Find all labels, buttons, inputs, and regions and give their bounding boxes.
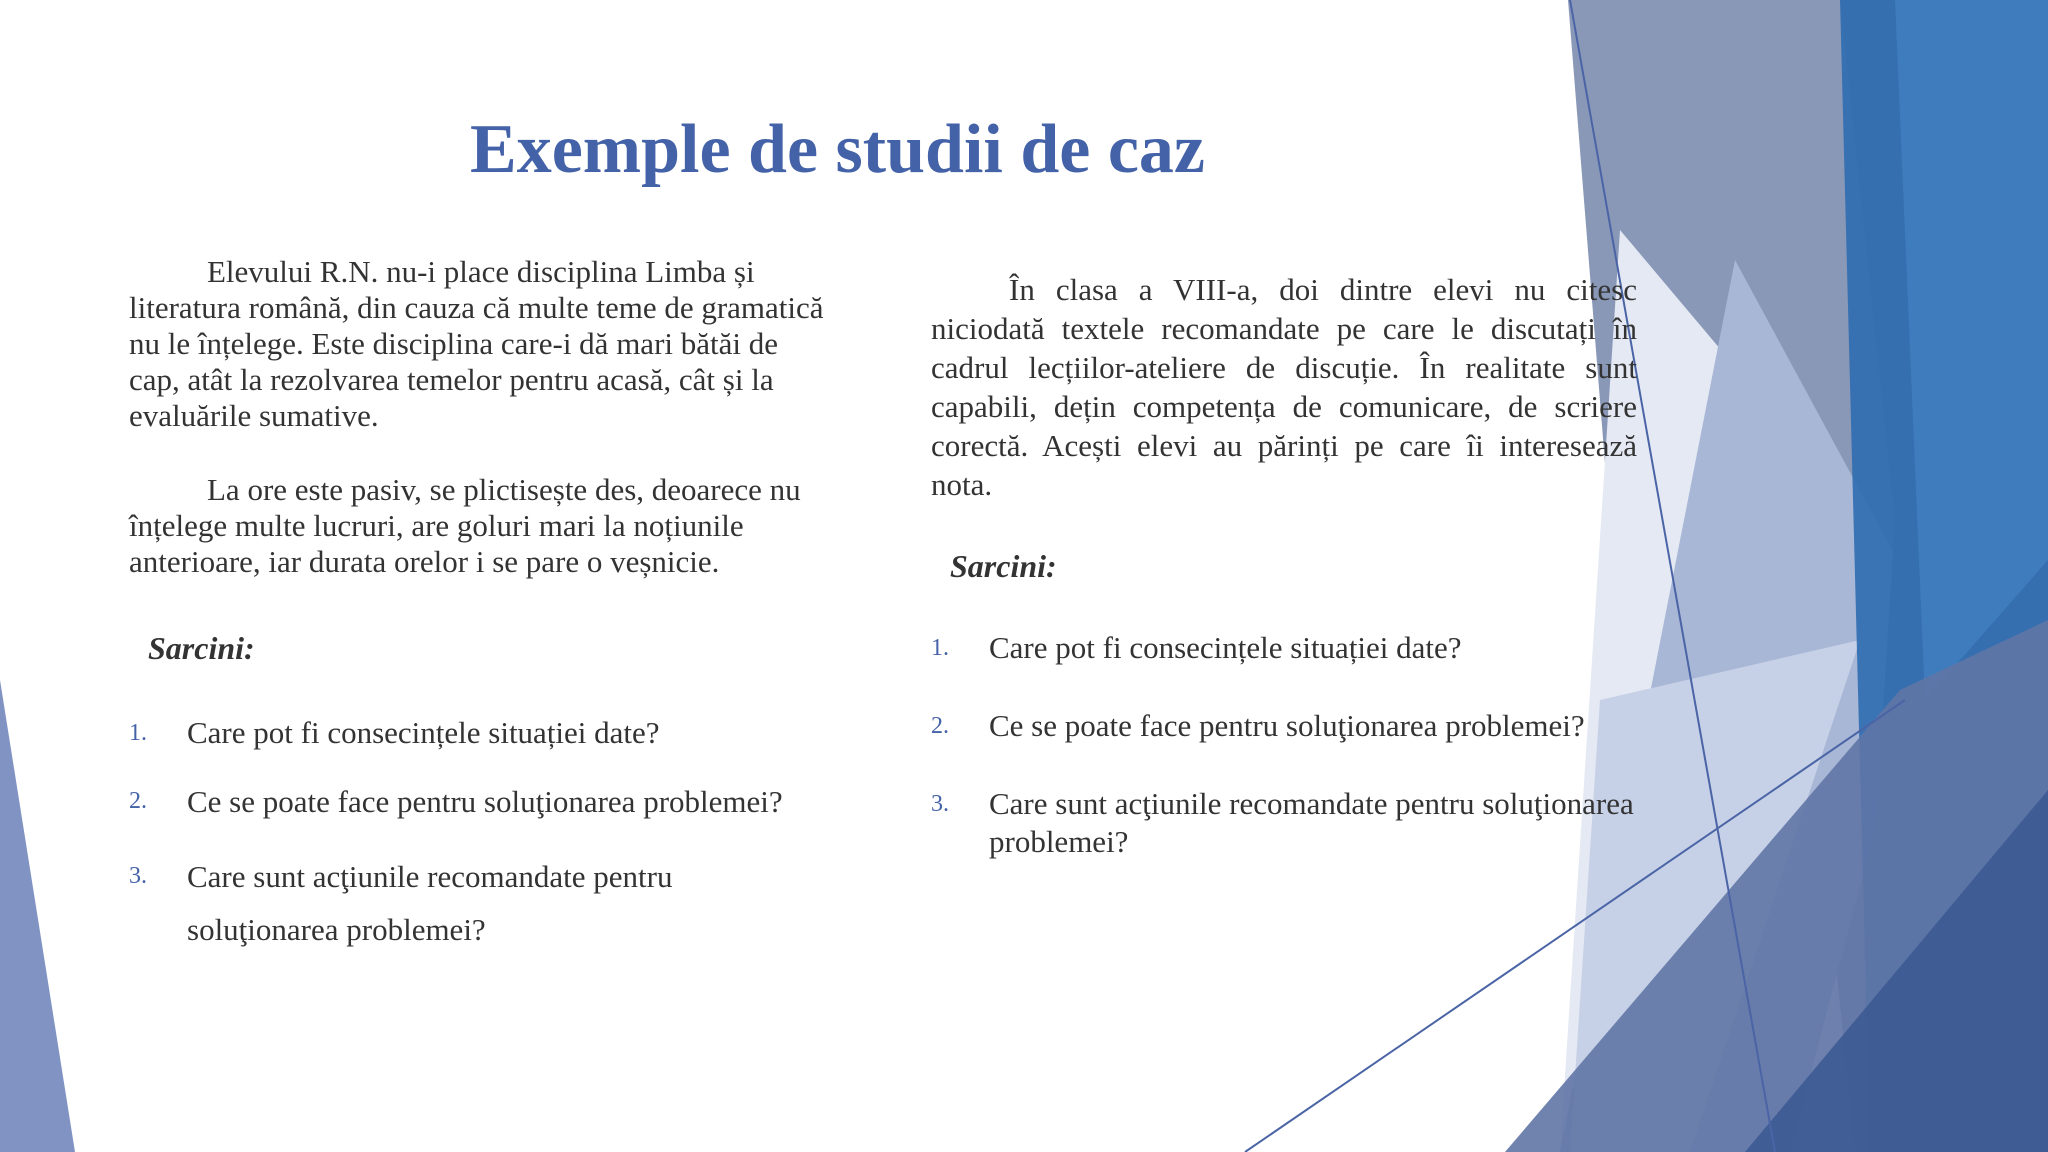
list-number: 2. <box>931 713 949 739</box>
list-number: 3. <box>129 863 147 889</box>
slide-title: Exemple de studii de caz <box>470 111 1205 188</box>
task-text: Care sunt acţiunile recomandate pentru soluţionarea problemei? <box>989 786 1634 859</box>
case-study-right <box>931 270 1637 861</box>
left-tasks-heading: Sarcini: <box>148 630 255 666</box>
list-number: 3. <box>931 791 949 817</box>
task-text: Care pot fi consecințele situației date? <box>187 715 660 750</box>
left-task-item-1 <box>129 713 829 753</box>
left-paragraph-1: Elevului R.N. nu-i place disciplina Limba și literatura română, din cauza că multe teme de gramatică nu le înțelege. Este disciplina care-i dă mari bătăi de cap, atât la rezolvarea temelor pentru acasă, cât și la evaluările sumative. <box>129 254 824 433</box>
task-text: Care pot fi consecințele situației date? <box>989 630 1462 665</box>
left-paragraph-2: La ore este pasiv, se plictisește des, deoarece nu înțelege multe lucruri, are goluri mari la noțiunile anterioare, iar durata orelor i se pare o veșnicie. <box>129 472 801 579</box>
left-task-list <box>129 713 829 956</box>
list-number: 1. <box>931 635 949 661</box>
right-task-item-1 <box>931 629 1637 667</box>
right-task-item-3 <box>931 785 1637 861</box>
left-task-item-3 <box>129 850 829 956</box>
task-text: Ce se poate face pentru soluţionarea problemei? <box>187 784 783 819</box>
right-paragraph-1: În clasa a VIII-a, doi dintre elevi nu citesc niciodată textele recomandate pe care le discutați în cadrul lecțiilor-ateliere de discuție. În realitate sunt capabili, dețin competența de comunicare, de scriere corectă. Acești elevi au părinți pe care îi interesează nota. <box>931 272 1637 502</box>
right-task-item-2 <box>931 707 1637 745</box>
task-text: Care sunt acţiunile recomandate pentru soluţionarea problemei? <box>187 859 673 947</box>
right-tasks-heading: Sarcini: <box>950 548 1057 584</box>
list-number: 2. <box>129 788 147 814</box>
left-task-item-2 <box>129 775 829 828</box>
case-study-left <box>129 254 829 956</box>
list-number: 1. <box>129 720 147 746</box>
right-task-list <box>931 629 1637 861</box>
task-text: Ce se poate face pentru soluţionarea problemei? <box>989 708 1585 743</box>
deco-shape-left-sliver <box>0 680 75 1152</box>
